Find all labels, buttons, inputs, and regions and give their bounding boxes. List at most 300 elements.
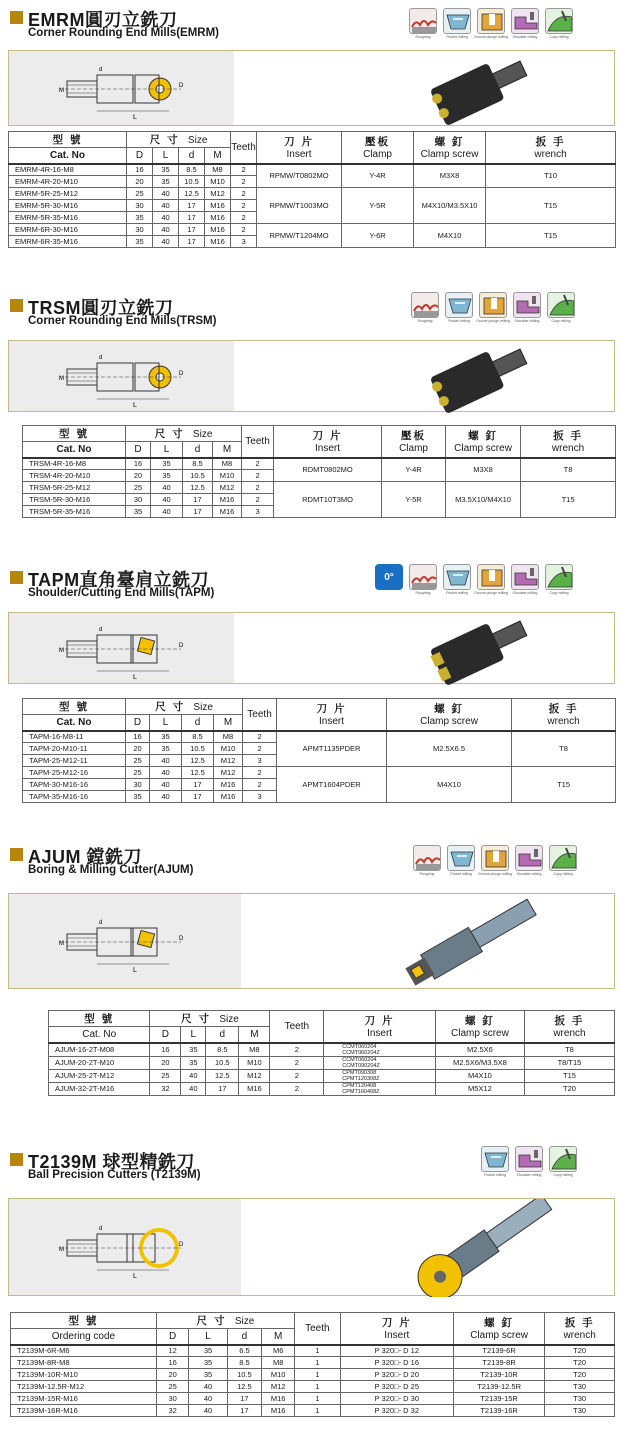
shoulder-milling-icon [512,292,542,326]
cell: 40 [153,224,179,236]
cell: 40 [153,236,179,248]
cell: M6 [262,1345,295,1357]
insert-cell: P 320□- D 25 [340,1381,453,1393]
section-subtitle: Shoulder/Cutting End Mills(TAPM) [28,587,215,599]
cat-no: AJUM-32-2T-M16 [49,1082,150,1095]
section-title: AJUM 鏜銑刀 [28,847,143,867]
cell: 30 [127,200,153,212]
column-header: 螺 釘 Clamp screw [414,132,486,164]
cell: 2 [231,188,257,200]
cell: 30 [126,494,151,506]
dimension-drawing [9,613,234,683]
table-row [11,1345,615,1357]
cell: M8 [205,164,231,176]
wrench-cell: T10 [486,164,616,188]
shoulder-milling-icon-image [513,292,541,318]
svg-text:d: d [99,920,103,926]
dim-M-header: M [214,715,243,731]
dim-d-header: d [206,1027,239,1043]
copy-milling-icon [544,564,574,598]
cell: 40 [153,188,179,200]
operation-label: Copy milling [549,35,569,39]
cell: 17 [183,506,213,518]
operation-icons [410,292,576,326]
pocket-milling-icon-image [443,564,471,590]
screw-cell: T2139-15R [453,1393,544,1405]
cell: M10 [213,470,242,482]
cell: 2 [242,470,274,482]
screw-cell: T2139-16R [453,1405,544,1417]
section-title: T2139M 球型精銑刀 [28,1152,196,1172]
cat-no: EMRM-5R-35-M16 [9,212,127,224]
insert-cell: RPMW/T1003MO [257,188,342,224]
cell: M16 [262,1393,295,1405]
cell: M12 [213,482,242,494]
cell: 1 [295,1369,341,1381]
cell: 17 [179,212,205,224]
cell: 2 [270,1082,324,1095]
insert-cell: CCMT060204 CCMT090204Z [324,1056,436,1069]
cell: 1 [295,1405,341,1417]
product-image-ajum [8,893,615,989]
cat-no: T2139M-12.5R-M12 [11,1381,157,1393]
wrench-cell: T15 [524,1069,614,1082]
cell: 8.5 [182,731,214,743]
table-row [9,224,616,236]
cell: 40 [151,494,183,506]
dim-L-header: L [151,442,183,458]
shoulder-milling-icon-image [511,564,539,590]
cell: 40 [189,1381,227,1393]
table-row [9,164,616,176]
cell: 2 [242,494,274,506]
cell: 40 [181,1069,206,1082]
operation-label: Groove plunge milling [474,35,508,39]
pocket-milling-icon [442,8,472,42]
dim-L-header: L [150,715,182,731]
cell: 40 [153,200,179,212]
teeth-header: Teeth [295,1313,341,1345]
insert-cell: P 320□- D 32 [340,1405,453,1417]
section-subtitle: Ball Precision Cutters (T2139M) [28,1169,201,1181]
cell: 40 [150,779,182,791]
spec-table-ajum [48,1010,615,1096]
wrench-cell: T30 [545,1381,615,1393]
section-title: TRSM圓刃立銑刀 [28,298,174,318]
cell: 1 [295,1393,341,1405]
cell: 12.5 [227,1381,262,1393]
cell: 25 [126,482,151,494]
dim-D-header: D [127,148,153,164]
cell: 2 [243,743,277,755]
table-row [11,1357,615,1369]
wrench-cell: T20 [545,1345,615,1357]
cat-no: TAPM-20-M10-11 [23,743,126,755]
cell: 8.5 [183,458,213,470]
column-header: 刀 片 Insert [257,132,342,164]
column-header: 螺 釘 Clamp screw [435,1011,524,1043]
cell: M16 [213,506,242,518]
wrench-cell: T15 [512,767,616,803]
pocket-milling-icon-image [447,845,475,871]
cat-no: TRSM-5R-35-M16 [23,506,126,518]
cell: 35 [126,506,151,518]
groove-milling-icon-image [479,292,507,318]
cell: 17 [206,1082,239,1095]
operation-label: Groove plunge milling [474,591,508,595]
groove-milling-icon [476,564,506,598]
cell: 35 [181,1043,206,1057]
cell: M10 [205,176,231,188]
groove-milling-icon-image [477,8,505,34]
teeth-header: Teeth [231,132,257,164]
dimension-drawing [9,1199,241,1295]
dimension-drawing [9,894,241,988]
dim-d-header: d [182,715,214,731]
operation-label: Groove plunge milling [476,319,510,323]
cat-no: AJUM-16-2T-M08 [49,1043,150,1057]
cat-no: EMRM-6R-30-M16 [9,224,127,236]
insert-cell: RDMT0802MO [274,458,382,482]
copy-milling-icon [548,845,578,879]
cell: M10 [239,1056,270,1069]
cat-no: EMRM-5R-25-M12 [9,188,127,200]
groove-milling-icon-image [481,845,509,871]
cat-no: T2139M-6R-M6 [11,1345,157,1357]
operation-label: Pocket milling [446,35,468,39]
cell: M16 [205,200,231,212]
dim-M-header: M [262,1329,295,1345]
cell: 16 [127,164,153,176]
spec-table-emrm [8,131,616,248]
clamp-cell: Y-5R [382,482,446,518]
column-header: 螺 釘 Clamp screw [446,426,521,458]
cell: M8 [239,1043,270,1057]
svg-text:M: M [59,376,64,382]
cell: M16 [214,791,243,803]
clamp-cell: Y-6R [342,224,414,248]
column-header: 刀 片 Insert [277,699,387,731]
title-marker [10,299,23,312]
shoulder-milling-icon [514,1146,544,1180]
cell: 2 [231,164,257,176]
cat-no: TRSM-4R-16-M8 [23,458,126,470]
cell: 17 [179,224,205,236]
section-title: EMRM圓刃立銑刀 [28,10,178,30]
cell: 3 [243,791,277,803]
dim-D-header: D [156,1329,189,1345]
spec-table-trsm [22,425,616,518]
cell: 25 [127,188,153,200]
cell: M16 [239,1082,270,1095]
operation-label: Pocket milling [448,319,470,323]
cell: 35 [127,212,153,224]
cell: 35 [151,458,183,470]
cell: 35 [126,791,150,803]
cell: 25 [156,1381,189,1393]
title-marker [10,1153,23,1166]
svg-text:D: D [179,83,184,89]
operation-label: Copy milling [549,591,569,595]
shoulder-milling-icon-image [515,1146,543,1172]
column-header: 螺 釘 Clamp screw [387,699,512,731]
cell: 40 [189,1405,227,1417]
operation-label: Shoulder milling [516,1173,542,1177]
insert-cell: RPMW/T1204MO [257,224,342,248]
cell: 2 [242,482,274,494]
clamp-cell: Y-5R [342,188,414,224]
cell: 40 [150,791,182,803]
cell: M12 [262,1381,295,1393]
operation-label: Roughing [415,35,431,39]
column-header: 壓板 Clamp [342,132,414,164]
cell: M12 [239,1069,270,1082]
clamp-cell: Y-4R [342,164,414,188]
operation-label: Roughing [419,872,435,876]
roughing-icon-image [409,8,437,34]
operation-icons [408,8,574,42]
cell: 2 [231,176,257,188]
screw-cell: M3X8 [414,164,486,188]
svg-text:M: M [59,648,64,654]
cat-no: AJUM-20-2T-M10 [49,1056,150,1069]
wrench-cell: T8 [524,1043,614,1057]
section-subtitle: Boring & Milling Cutter(AJUM) [28,864,194,876]
cell: 35 [151,470,183,482]
teeth-header: Teeth [243,699,277,731]
groove-milling-icon [478,292,508,326]
wrench-cell: T15 [486,224,616,248]
shoulder-milling-icon [510,8,540,42]
cell: 3 [242,506,274,518]
cell: M16 [205,236,231,248]
cell: 1 [295,1357,341,1369]
cell: 12.5 [179,188,205,200]
teeth-header: Teeth [270,1011,324,1043]
insert-cell: CCMT060204 CCMT060204Z [324,1043,436,1057]
zero-degree-badge [374,564,404,598]
svg-text:d: d [99,1226,103,1232]
cell: 20 [150,1056,181,1069]
cell: 20 [127,176,153,188]
table-row [11,1369,615,1381]
cell: M16 [205,212,231,224]
roughing-icon [410,292,440,326]
insert-cell: RPMW/T0802MO [257,164,342,188]
cell: 17 [182,791,214,803]
size-header: 尺 寸 Size [156,1313,294,1329]
table-row [23,458,616,470]
cell: 35 [127,236,153,248]
table-row [23,731,616,743]
cell: 3 [231,236,257,248]
column-header: 扳 手 wrench [545,1313,615,1345]
dimension-drawing [9,51,234,125]
model-header: 型 號 [23,426,126,442]
pocket-milling-icon [442,564,472,598]
title-marker [10,11,23,24]
insert-cell: P 320□- D 20 [340,1369,453,1381]
section-title: TAPM直角臺肩立銑刀 [28,570,210,590]
screw-cell: M4X10/M3.5X10 [414,188,486,224]
insert-cell: P 320□- D 12 [340,1345,453,1357]
spec-table-t2139m [10,1312,615,1417]
insert-cell: RDMT10T3MO [274,482,382,518]
column-header: 扳 手 wrench [524,1011,614,1043]
cell: 17 [182,779,214,791]
cat-no: T2139M-16R-M16 [11,1405,157,1417]
cat-no-header: Cat. No [23,442,126,458]
cell: 20 [126,470,151,482]
cell: M16 [214,779,243,791]
cat-no: EMRM-6R-35-M16 [9,236,127,248]
cell: 2 [231,212,257,224]
column-header: 扳 手 wrench [512,699,616,731]
cell: 35 [181,1056,206,1069]
cell: 35 [150,743,182,755]
table-row [49,1043,615,1057]
copy-milling-icon [544,8,574,42]
table-row [11,1405,615,1417]
cell: 10.5 [206,1056,239,1069]
svg-text:d: d [99,67,103,73]
screw-cell: M2.5X6/M3.5X8 [435,1056,524,1069]
cell: 8.5 [227,1357,262,1369]
shoulder-milling-icon [514,845,544,879]
roughing-icon [408,8,438,42]
operation-icons [374,564,574,598]
cell: 17 [227,1393,262,1405]
roughing-icon [408,564,438,598]
cell: 30 [127,224,153,236]
cell: 12.5 [206,1069,239,1082]
cell: 2 [270,1056,324,1069]
spec-table-tapm [22,698,616,803]
cell: 35 [150,731,182,743]
dim-L-header: L [189,1329,227,1345]
column-header: 刀 片 Insert [340,1313,453,1345]
cat-no: EMRM-4R-20-M10 [9,176,127,188]
insert-cell: CPMT120408 CPMT160408Z [324,1082,436,1095]
operation-label: Roughing [415,591,431,595]
svg-text:D: D [179,371,184,377]
cat-no: T2139M-10R-M10 [11,1369,157,1381]
cell: 32 [150,1082,181,1095]
cat-no: TRSM-5R-25-M12 [23,482,126,494]
cell: 25 [126,767,150,779]
svg-text:L: L [133,1273,137,1280]
cell: M12 [205,188,231,200]
cell: 8.5 [206,1043,239,1057]
svg-text:D: D [179,643,184,649]
column-header: 扳 手 wrench [486,132,616,164]
dim-M-header: M [239,1027,270,1043]
pocket-milling-icon [444,292,474,326]
insert-cell: P 320□- D 30 [340,1393,453,1405]
svg-text:d: d [99,355,103,361]
cell: 2 [270,1069,324,1082]
screw-cell: M3.5X10/M4X10 [446,482,521,518]
cat-no: TRSM-5R-30-M16 [23,494,126,506]
cell: 20 [126,743,150,755]
screw-cell: T2139-10R [453,1369,544,1381]
cell: 17 [227,1405,262,1417]
screw-cell: M3X8 [446,458,521,482]
product-photo [234,613,614,683]
roughing-icon [412,845,442,879]
title-marker [10,848,23,861]
product-image-tapm [8,612,615,684]
operation-label: Shoulder milling [512,35,538,39]
dim-L-header: L [153,148,179,164]
cell: 2 [243,767,277,779]
cell: M16 [205,224,231,236]
cell: M16 [262,1405,295,1417]
cell: 2 [270,1043,324,1057]
cell: 40 [189,1393,227,1405]
section-subtitle: Corner Rounding End Mills(TRSM) [28,315,217,327]
cell: 32 [156,1405,189,1417]
wrench-cell: T8/T15 [524,1056,614,1069]
insert-cell: APMT1135PDER [277,731,387,767]
insert-cell: APMT1604PDER [277,767,387,803]
cell: 16 [156,1357,189,1369]
groove-milling-icon [480,845,510,879]
cat-no: TAPM-25-M12-16 [23,767,126,779]
copy-milling-icon-image [545,564,573,590]
wrench-cell: T20 [545,1369,615,1381]
cell: 35 [189,1345,227,1357]
product-photo [241,1199,614,1295]
pocket-milling-icon [446,845,476,879]
cell: 2 [231,200,257,212]
screw-cell: M2.5X6 [435,1043,524,1057]
copy-milling-icon-image [549,845,577,871]
svg-text:d: d [99,627,103,633]
size-header: 尺 寸 Size [150,1011,270,1027]
pocket-milling-icon [480,1146,510,1180]
wrench-cell: T30 [545,1393,615,1405]
cell: 1 [295,1345,341,1357]
cell: 35 [189,1369,227,1381]
dim-d-header: d [179,148,205,164]
dim-D-header: D [126,442,151,458]
cell: M8 [214,731,243,743]
shoulder-milling-icon [510,564,540,598]
copy-milling-icon [546,292,576,326]
pocket-milling-icon-image [481,1146,509,1172]
cell: M8 [213,458,242,470]
shoulder-milling-icon-image [511,8,539,34]
screw-cell: M4X10 [387,767,512,803]
wrench-cell: T8 [521,458,616,482]
cat-no: EMRM-4R-16-M8 [9,164,127,176]
dim-d-header: d [183,442,213,458]
cat-no: TAPM-30-M16-16 [23,779,126,791]
column-header: 壓板 Clamp [382,426,446,458]
roughing-icon-image [409,564,437,590]
cell: 10.5 [179,176,205,188]
cell: 17 [179,236,205,248]
operation-label: Copy milling [551,319,571,323]
svg-text:D: D [179,1242,184,1248]
screw-cell: M4X10 [414,224,486,248]
wrench-cell: T20 [524,1082,614,1095]
cell: 17 [179,200,205,212]
cell: 10.5 [183,470,213,482]
cell: 8.5 [179,164,205,176]
operation-label: Shoulder milling [514,319,540,323]
